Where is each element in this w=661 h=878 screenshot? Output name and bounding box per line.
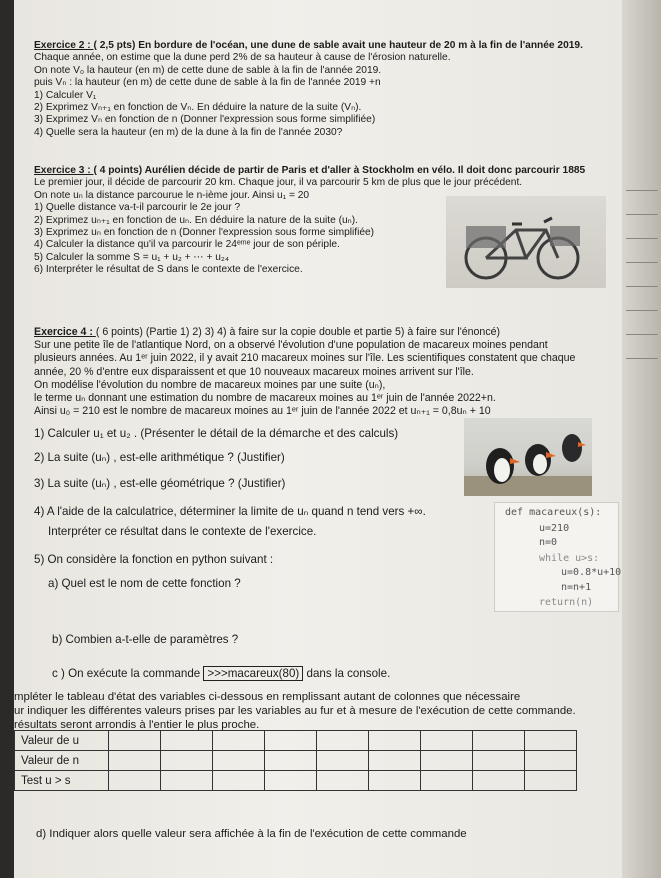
ex3-question-3: 3) Exprimez uₙ en fonction de n (Donner l'expression sous forme simplifiée): [34, 227, 375, 239]
ex3-heading: [34, 165, 609, 177]
table-cell[interactable]: [109, 731, 161, 751]
code-line: u=0.8*u+10: [561, 567, 622, 578]
table-cell[interactable]: [369, 731, 421, 751]
table-row: [15, 731, 577, 751]
table-cell[interactable]: [525, 751, 577, 771]
ex4-line: plusieurs années. Au 1ᵉʳ juin 2022, il y avait 210 macareux moines sur l'île. Les scientifiques constatent que chaque: [34, 352, 576, 365]
python-command: >>>macareux(80): [203, 666, 303, 681]
python-code-block: [494, 502, 622, 612]
ex2-question-3: 3) Exprimez Vₙ en fonction de n (Donner l'expression sous forme simplifiée): [34, 114, 376, 126]
ex4-line: Ainsi u₀ = 210 est le nombre de macareux moines au 1ᵉʳ juin de l'année 2022 et uₙ₊₁ = 0,8uₙ + 10: [34, 405, 491, 418]
ex2-line: On note V₀ la hauteur (en m) de cette dune de sable à la fin de l'année 2019.: [34, 64, 382, 76]
table-cell[interactable]: [109, 771, 161, 791]
code-line: n=0: [539, 537, 558, 548]
ex3-intro: ( 4 points) Aurélien décide de partir de Paris et d'aller à Stockholm en vélo. Il doit donc parcourir 1885: [93, 165, 586, 176]
table-cell[interactable]: [161, 731, 213, 751]
table-row: [15, 771, 577, 791]
exercise-3: [34, 165, 609, 277]
table-cell[interactable]: [265, 751, 317, 771]
ex4-question-5d: d) Indiquer alors quelle valeur sera affichée à la fin de l'exécution de cette commande: [36, 828, 467, 840]
row-label-test: Test u > s: [15, 771, 109, 791]
ex2-intro: ( 2,5 pts) En bordure de l'océan, une dune de sable avait une hauteur de 20 m à la fin de l'année 2019.: [93, 40, 583, 51]
ex2-line: puis Vₙ : la hauteur (en m) de cette dune de sable à la fin de l'année 2019 +n: [34, 77, 381, 89]
ex4-line: le terme uₙ donnant une estimation du nombre de macareux moines au 1ᵉʳ juin de l'année 2022+n.: [34, 392, 496, 405]
worksheet-page: [14, 0, 622, 878]
q5c-text: c ) On exécute la commande: [52, 667, 204, 680]
question-5d: [36, 828, 611, 840]
ex2-question-4: 4) Quelle sera la hauteur (en m) de la dune à la fin de l'année 2030?: [34, 126, 343, 138]
ex2-line: Chaque année, on estime que la dune perd 2% de sa hauteur à cause de l'érosion naturelle.: [34, 52, 451, 64]
ex3-question-5: 5) Calculer la somme S = u₁ + u₂ + ⋯ + u₂₄: [34, 251, 230, 263]
ex2-title: Exercice 2 :: [34, 40, 94, 51]
table-cell[interactable]: [265, 731, 317, 751]
rule-line: [626, 310, 658, 311]
row-label-n: Valeur de n: [15, 751, 109, 771]
ex4-question-3: 3) La suite (uₙ) , est-elle géométrique ? (Justifier): [34, 477, 286, 490]
ex4-question-4-interpret: Interpréter ce résultat dans le contexte de l'exercice.: [48, 525, 317, 538]
table-cell[interactable]: [421, 771, 473, 791]
ex4-line: On modélise l'évolution du nombre de macareux moines par une suite (uₙ),: [34, 378, 386, 391]
table-cell[interactable]: [473, 751, 525, 771]
table-cell[interactable]: [473, 731, 525, 751]
rule-line: [626, 190, 658, 191]
code-line: n=n+1: [561, 582, 592, 593]
ex2-heading: [34, 40, 609, 52]
ex3-line: Le premier jour, il décide de parcourir 20 km. Chaque jour, il va parcourir 5 km de plus que le jour précédent.: [34, 177, 523, 189]
table-cell[interactable]: [317, 731, 369, 751]
ex4-question-5a: a) Quel est le nom de cette fonction ?: [48, 577, 241, 590]
instruction-line: ur indiquer les différentes valeurs prises par les variables au fur et à mesure de l'exécution de cette commande.: [14, 705, 576, 717]
table-cell[interactable]: [161, 751, 213, 771]
rule-line: [626, 262, 658, 263]
variable-state-table: [14, 730, 577, 791]
table-cell[interactable]: [525, 731, 577, 751]
ex4-question-5c: [34, 664, 609, 684]
row-label-u: Valeur de u: [15, 731, 109, 751]
ex2-question-1: 1) Calculer V₁: [34, 89, 97, 101]
rule-line: [626, 334, 658, 335]
ex4-question-5: 5) On considère la fonction en python suivant :: [34, 553, 274, 566]
rule-line: [626, 358, 658, 359]
puffin-icon: [464, 418, 592, 496]
ex4-line: année, 20 % d'entre eux disparaissent et que 10 nouveaux macareux moines arrivent sur l'île.: [34, 365, 474, 378]
ex4-line: Sur une petite île de l'atlantique Nord, on a observé l'évolution d'une population de macareux moines pendant: [34, 339, 548, 352]
ex4-title: Exercice 4 :: [34, 326, 96, 338]
puffin-photo: [464, 418, 592, 496]
code-line: while u>s:: [539, 553, 600, 564]
table-cell[interactable]: [317, 771, 369, 791]
ex3-question-4: 4) Calculer la distance qu'il va parcourir le 24ᵉᵐᵉ jour de son périple.: [34, 239, 340, 251]
page-edge-strip: [622, 0, 661, 878]
table-instructions: [14, 690, 589, 732]
table-cell[interactable]: [421, 751, 473, 771]
table-cell[interactable]: [161, 771, 213, 791]
code-line: return(n): [539, 597, 594, 608]
ex4-intro: ( 6 points) (Partie 1) 2) 3) 4) à faire sur la copie double et partie 5) à faire sur l'énoncé): [95, 326, 501, 338]
table-cell[interactable]: [109, 751, 161, 771]
code-line: def macareux(s):: [505, 507, 602, 518]
table-cell[interactable]: [213, 751, 265, 771]
ex4-question-1: 1) Calculer u₁ et u₂ . (Présenter le détail de la démarche et des calculs): [34, 427, 399, 440]
ex3-question-2: 2) Exprimez uₙ₊₁ en fonction de uₙ. En déduire la nature de la suite (uₙ).: [34, 214, 358, 226]
table-cell[interactable]: [525, 771, 577, 791]
ex4-heading: [34, 326, 609, 339]
rule-line: [626, 238, 658, 239]
ex3-question-1: 1) Quelle distance va-t-il parcourir le 2e jour ?: [34, 202, 241, 214]
table-cell[interactable]: [369, 771, 421, 791]
table-cell[interactable]: [213, 771, 265, 791]
ex4-question-5b: b) Combien a-t-elle de paramètres ?: [52, 633, 239, 646]
table-row: [15, 751, 577, 771]
ex3-question-6: 6) Interpréter le résultat de S dans le contexte de l'exercice.: [34, 264, 303, 276]
ex3-line: On note uₙ la distance parcourue le n-ième jour. Ainsi u₁ = 20: [34, 189, 310, 201]
instruction-line: mpléter le tableau d'état des variables ci-dessous en remplissant autant de colonnes que nécessaire: [14, 691, 521, 703]
ex2-question-2: 2) Exprimez Vₙ₊₁ en fonction de Vₙ. En déduire la nature de la suite (Vₙ).: [34, 102, 362, 114]
table-cell[interactable]: [265, 771, 317, 791]
ex4-question-2: 2) La suite (uₙ) , est-elle arithmétique ? (Justifier): [34, 451, 285, 464]
exercise-4: [34, 326, 609, 418]
ex4-question-4: 4) A l'aide de la calculatrice, déterminer la limite de uₙ quand n tend vers +∞.: [34, 505, 426, 518]
rule-line: [626, 214, 658, 215]
table-cell[interactable]: [317, 751, 369, 771]
table-cell[interactable]: [369, 751, 421, 771]
code-line: u=210: [539, 523, 570, 534]
ex3-title: Exercice 3 :: [34, 165, 94, 176]
rule-line: [626, 286, 658, 287]
table-cell[interactable]: [213, 731, 265, 751]
instruction-line: résultats seront arrondis à l'entier le plus proche.: [14, 719, 260, 731]
q5c-text-end: dans la console.: [303, 667, 391, 680]
exercise-2: [34, 40, 609, 139]
table-cell[interactable]: [473, 771, 525, 791]
table-cell[interactable]: [421, 731, 473, 751]
